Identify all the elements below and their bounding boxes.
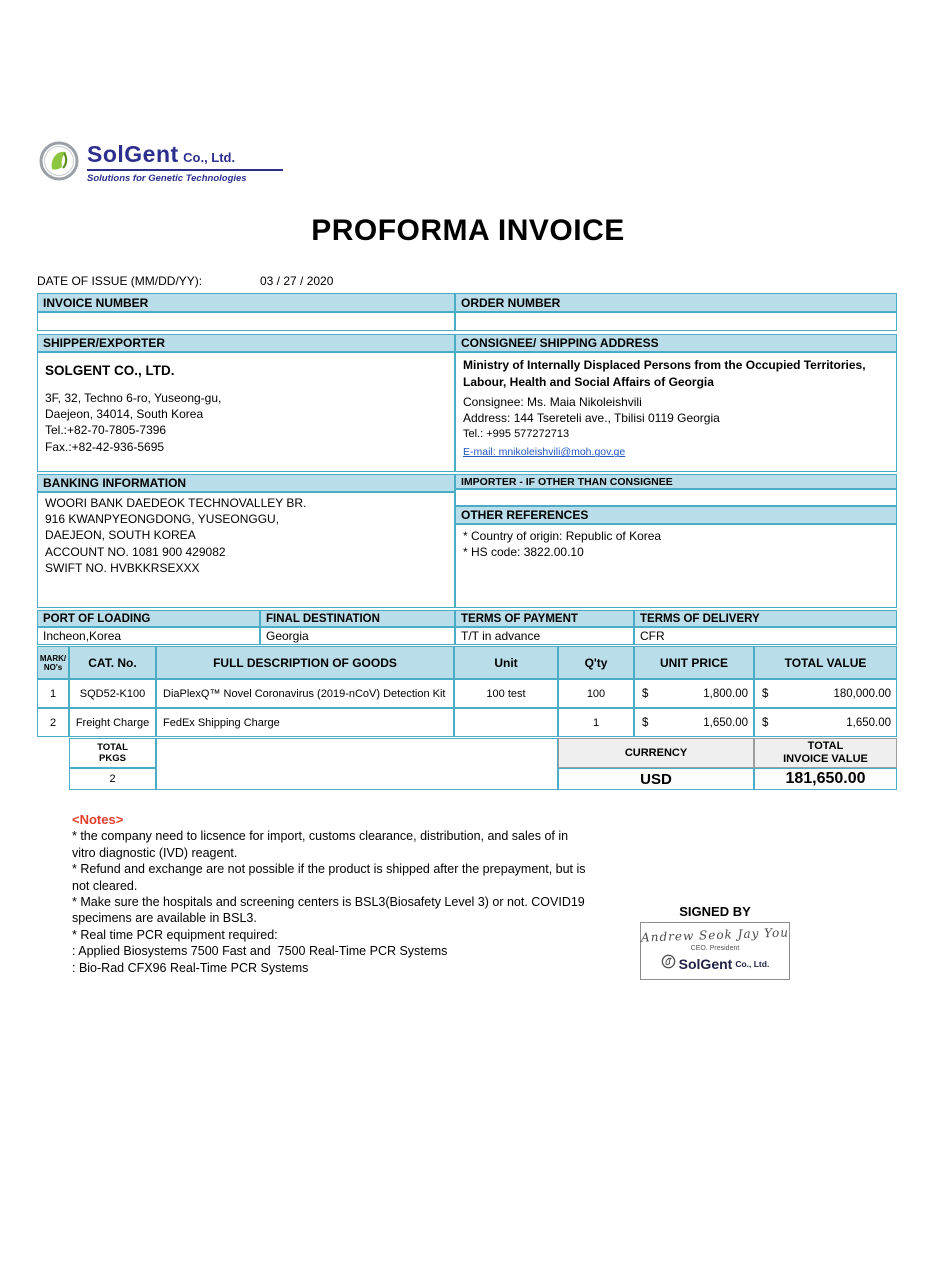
item-row-qty: 1: [558, 708, 634, 737]
shipper-fax-line: Fax.:+82-42-936-5695: [45, 439, 165, 454]
banking-line: 916 KWANPYEONGDONG, YUSEONGGU,: [45, 512, 280, 527]
other-references-content: [455, 524, 897, 608]
port-of-loading-header: PORT OF LOADING: [37, 610, 260, 627]
items-header-mark: [37, 646, 69, 679]
banking-line: ACCOUNT NO. 1081 900 429082: [45, 544, 226, 559]
invoice-number-header: INVOICE NUMBER: [37, 293, 455, 312]
banking-line: SWIFT NO. HVBKKRSEXXX: [45, 560, 200, 575]
item-row-qty: 100: [558, 679, 634, 708]
solgent-leaf-icon: [37, 139, 81, 188]
date-of-issue-value: 03 / 27 / 2020: [260, 274, 334, 288]
item-row-description: DiaPlexQ™ Novel Coronavirus (2019-nCoV) Detection Kit: [156, 679, 454, 708]
port-of-loading-value: Incheon,Korea: [37, 627, 260, 645]
signature-role: CEO. President: [690, 945, 740, 952]
item-row-cat: SQD52-K100: [69, 679, 156, 708]
signature-box: [640, 922, 790, 980]
notes-line: specimens are available in BSL3.: [72, 911, 257, 926]
items-header-description: FULL DESCRIPTION OF GOODS: [156, 646, 454, 679]
items-header-cat: CAT. No.: [69, 646, 156, 679]
unit-price-amount: 1,650.00: [703, 716, 748, 729]
notes-line: * Real time PCR equipment required:: [72, 927, 278, 942]
item-row-no: 1: [37, 679, 69, 708]
page-title: PROFORMA INVOICE: [311, 214, 625, 247]
consignee-address-line: Address: 144 Tsereteli ave., Tbilisi 0119 Georgia: [463, 411, 720, 426]
shipper-tel-line: Tel.:+82-70-7805-7396: [45, 423, 167, 438]
items-header-total-value: TOTAL VALUE: [754, 646, 897, 679]
currency-symbol: $: [642, 716, 649, 729]
signed-by-label: SIGNED BY: [679, 904, 751, 919]
shipper-header: SHIPPER/EXPORTER: [37, 334, 455, 352]
banking-header: BANKING INFORMATION: [37, 474, 455, 492]
total-pkgs-header-line1: TOTAL: [97, 742, 128, 753]
total-pkgs-header: [69, 738, 156, 768]
currency-symbol: $: [642, 687, 649, 700]
company-logo: [37, 139, 297, 189]
order-number-header: ORDER NUMBER: [455, 293, 897, 312]
total-invoice-value-header: [754, 738, 897, 768]
terms-of-payment-header: TERMS OF PAYMENT: [455, 610, 634, 627]
consignee-email-link[interactable]: E-mail: mnikoleishvili@moh.gov.ge: [463, 446, 626, 459]
currency-symbol: $: [762, 687, 769, 700]
banking-line: WOORI BANK DAEDEOK TECHNOVALLEY BR.: [45, 496, 307, 510]
total-pkgs-value: 2: [69, 768, 156, 790]
consignee-name: Ministry of Internally Displaced Persons from the Occupied Territories, Labour, Health and Social Affairs of Georgia: [463, 358, 866, 389]
currency-symbol: $: [762, 716, 769, 729]
notes-line: * Make sure the hospitals and screening centers is BSL3(Biosafety Level 3) or not. COVID19: [72, 895, 585, 910]
reference-line: * HS code: 3822.00.10: [463, 545, 584, 560]
item-row-unit: 100 test: [454, 679, 558, 708]
other-references-header: OTHER REFERENCES: [455, 506, 897, 524]
consignee-contact-line: Consignee: Ms. Maia Nikoleishvili: [463, 395, 642, 409]
shipper-name: SOLGENT CO., LTD.: [45, 363, 175, 378]
consignee-tel-line: Tel.: +995 577272713: [463, 428, 570, 441]
notes-line: vitro diagnostic (IVD) reagent.: [72, 845, 238, 860]
consignee-content: [455, 352, 897, 472]
terms-of-delivery-value: CFR: [634, 627, 897, 645]
signature-company-name: SolGent: [678, 956, 733, 972]
item-row-cat: Freight Charge: [69, 708, 156, 737]
signature-handwriting: Andrew Seok Jay You: [640, 925, 790, 945]
item-row-unit: [454, 708, 558, 737]
unit-price-amount: 1,800.00: [703, 687, 748, 700]
item-row-unit-price: [634, 679, 754, 708]
logo-company-suffix: Co., Ltd.: [183, 150, 236, 165]
shipper-content: [37, 352, 455, 472]
totals-spacer-cell: [156, 738, 558, 790]
final-destination-header: FINAL DESTINATION: [260, 610, 455, 627]
consignee-header: CONSIGNEE/ SHIPPING ADDRESS: [455, 334, 897, 352]
currency-header: CURRENCY: [558, 738, 754, 768]
total-invoice-value: 181,650.00: [754, 768, 897, 790]
terms-of-delivery-header: TERMS OF DELIVERY: [634, 610, 897, 627]
total-invoice-header-line1: TOTAL: [807, 740, 844, 752]
solgent-leaf-icon-small: [661, 954, 676, 974]
items-header-mark-line2: NO's: [43, 662, 63, 672]
shipper-address-line: Daejeon, 34014, South Korea: [45, 407, 204, 422]
shipper-address-line: 3F, 32, Techno 6-ro, Yuseong-gu,: [45, 391, 222, 405]
logo-tagline: Solutions for Genetic Technologies: [87, 173, 247, 184]
reference-line: * Country of origin: Republic of Korea: [463, 529, 662, 543]
total-amount: 1,650.00: [846, 716, 891, 729]
notes-section: [72, 812, 632, 976]
item-row-description: FedEx Shipping Charge: [156, 708, 454, 737]
item-row-total: [754, 708, 897, 737]
importer-header: IMPORTER - IF OTHER THAN CONSIGNEE: [455, 474, 897, 489]
notes-line: : Applied Biosystems 7500 Fast and 7500 Real-Time PCR Systems: [72, 944, 448, 959]
total-amount: 180,000.00: [833, 687, 891, 700]
order-number-value: [455, 312, 897, 331]
banking-line: DAEJEON, SOUTH KOREA: [45, 528, 196, 543]
logo-company-name: SolGent: [87, 141, 179, 167]
total-pkgs-header-line2: PKGS: [99, 753, 126, 764]
terms-of-payment-value: T/T in advance: [455, 627, 634, 645]
signature-company-suffix: Co., Ltd.: [735, 959, 770, 969]
item-row-no: 2: [37, 708, 69, 737]
notes-title: <Notes>: [72, 812, 124, 827]
items-header-qty: Q'ty: [558, 646, 634, 679]
total-invoice-header-line2: INVOICE VALUE: [783, 753, 868, 765]
signature-company-logo: [661, 954, 770, 974]
notes-line: * the company need to licsence for import, customs clearance, distribution, and sales of in: [72, 829, 569, 844]
date-of-issue-label: DATE OF ISSUE (MM/DD/YY):: [37, 274, 203, 288]
final-destination-value: Georgia: [260, 627, 455, 645]
notes-line: not cleared.: [72, 878, 138, 893]
logo-divider: [87, 169, 283, 171]
notes-line: * Refund and exchange are not possible if the product is shipped after the prepayment, but is: [72, 862, 586, 877]
banking-content: [37, 492, 455, 608]
items-header-unit-price: UNIT PRICE: [634, 646, 754, 679]
items-header-mark-line1: MARK/: [39, 653, 67, 663]
notes-line: : Bio-Rad CFX96 Real-Time PCR Systems: [72, 960, 309, 975]
currency-value: USD: [558, 768, 754, 790]
items-header-unit: Unit: [454, 646, 558, 679]
item-row-total: [754, 679, 897, 708]
item-row-unit-price: [634, 708, 754, 737]
importer-value: [455, 489, 897, 506]
invoice-number-value: [37, 312, 455, 331]
